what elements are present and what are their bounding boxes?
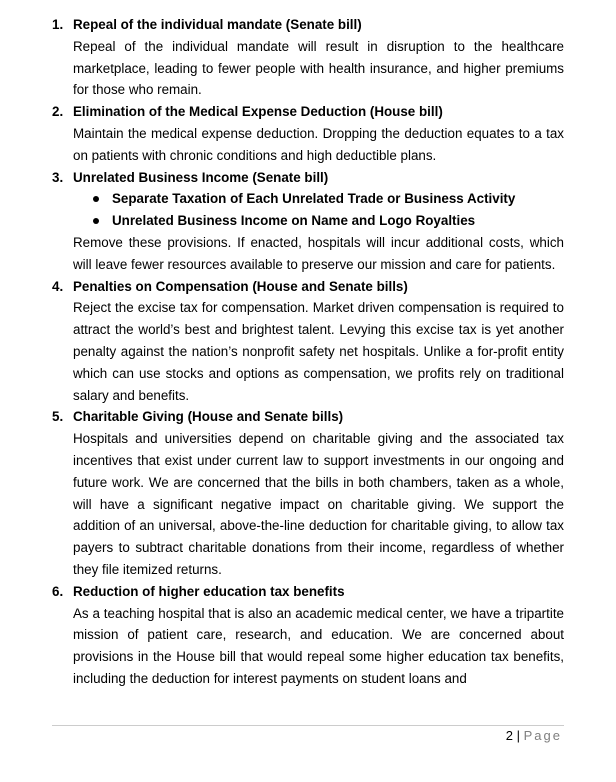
- paragraph-line: tax is yet another penalty against the nation’s nonprofit safety net: [73, 322, 564, 359]
- paragraph-line: tripartite mission of patient care, research, and education. We are concerned: [73, 605, 564, 643]
- bullet-list: [73, 188, 564, 232]
- item-paragraph: [73, 428, 564, 581]
- paragraph-line: required to attract the world’s best and brightest talent. Levying this excise: [73, 300, 564, 338]
- bullet-item: Separate Taxation of Each Unrelated Trade or Business Activity: [73, 188, 564, 210]
- paragraph-line: patients.: [504, 256, 556, 272]
- item-heading: Unrelated Business Income (Senate bill): [73, 169, 329, 185]
- paragraph-line: whole, will have a significant negative impact on charitable giving. We support: [73, 474, 564, 512]
- item-paragraph: [73, 297, 564, 406]
- document-body: [52, 14, 564, 690]
- item-number: 3.: [52, 169, 64, 185]
- paragraph-line: about provisions in the House bill that would repeal some higher education tax: [73, 627, 564, 665]
- item-number: 5.: [52, 409, 64, 425]
- paragraph-line: and future work. We are concerned that the bills in both chambers, taken as a: [73, 452, 564, 490]
- item-heading: Penalties on Compensation (House and Senate bills): [73, 278, 408, 294]
- item-heading: Repeal of the individual mandate (Senate bill): [73, 17, 362, 32]
- paragraph-line: As a teaching hospital that is also an academic medical center, we have a: [73, 605, 512, 621]
- item-number: 6.: [52, 583, 64, 599]
- item-heading: Reduction of higher education tax benefits: [73, 583, 345, 599]
- paragraph-line: the addition of an universal, above-the-line deduction for charitable giving, to: [73, 496, 564, 534]
- paragraph-line: compensation, we profits rely on traditional salary and benefits.: [73, 365, 564, 403]
- paragraph-line: incentives that exist under current law to support investments in our ongoing: [73, 452, 537, 468]
- item-heading: Elimination of the Medical Expense Deduction (House bill): [73, 104, 443, 120]
- item-number: 2.: [52, 104, 64, 120]
- item-paragraph: [73, 603, 564, 690]
- item-number: 4.: [52, 278, 64, 294]
- paragraph-line: which will leave fewer resources available to preserve our mission and care for: [73, 234, 564, 272]
- paragraph-line: Reject the excise tax for compensation. Market driven compensation is: [73, 300, 496, 316]
- list-item-medical-expense-deduction: [52, 101, 564, 166]
- item-paragraph: [73, 36, 564, 101]
- list-item-charitable-giving: [52, 406, 564, 580]
- paragraph-line: allow tax payers to subtract charitable donations from their income, regardless: [73, 518, 564, 556]
- paragraph-line: of whether they file itemized returns.: [73, 540, 564, 577]
- paragraph-line: marketplace, leading to fewer people with health insurance, and higher: [73, 60, 501, 76]
- paragraph-line: hospitals. Unlike a for-profit entity which can use stocks and options as: [73, 343, 564, 381]
- list-item-individual-mandate: [52, 14, 564, 101]
- footer-divider: [52, 725, 564, 726]
- page-footer: [506, 728, 562, 743]
- paragraph-line: Hospitals and universities depend on charitable giving and the associated tax: [73, 431, 564, 447]
- paragraph-line: Remove these provisions. If enacted, hospitals will incur additional costs,: [73, 234, 524, 250]
- bullet-item: Unrelated Business Income on Name and Logo Royalties: [73, 210, 564, 232]
- list-item-unrelated-business-income: [52, 167, 564, 276]
- paragraph-line: benefits, including the deduction for interest payments on student loans and: [73, 649, 564, 686]
- list-item-penalties-on-compensation: [52, 276, 564, 407]
- footer-separator: |: [516, 728, 520, 743]
- item-paragraph: [73, 123, 564, 167]
- item-heading: Charitable Giving (House and Senate bills): [73, 409, 344, 425]
- paragraph-line: Maintain the medical expense deduction. Dropping the deduction equates to: [73, 125, 530, 141]
- item-number: 1.: [52, 17, 64, 32]
- page-label: Page: [523, 728, 562, 743]
- list-item-higher-education-tax-benefits: [52, 581, 564, 690]
- paragraph-line: Repeal of the individual mandate will result in disruption to the healthcare: [73, 38, 564, 54]
- paragraph-line: a tax on patients with chronic conditions and high deductible plans.: [73, 125, 565, 163]
- paragraph-line: premiums for those who remain.: [73, 60, 564, 98]
- page-number: 2: [505, 728, 513, 743]
- item-paragraph: [73, 232, 564, 276]
